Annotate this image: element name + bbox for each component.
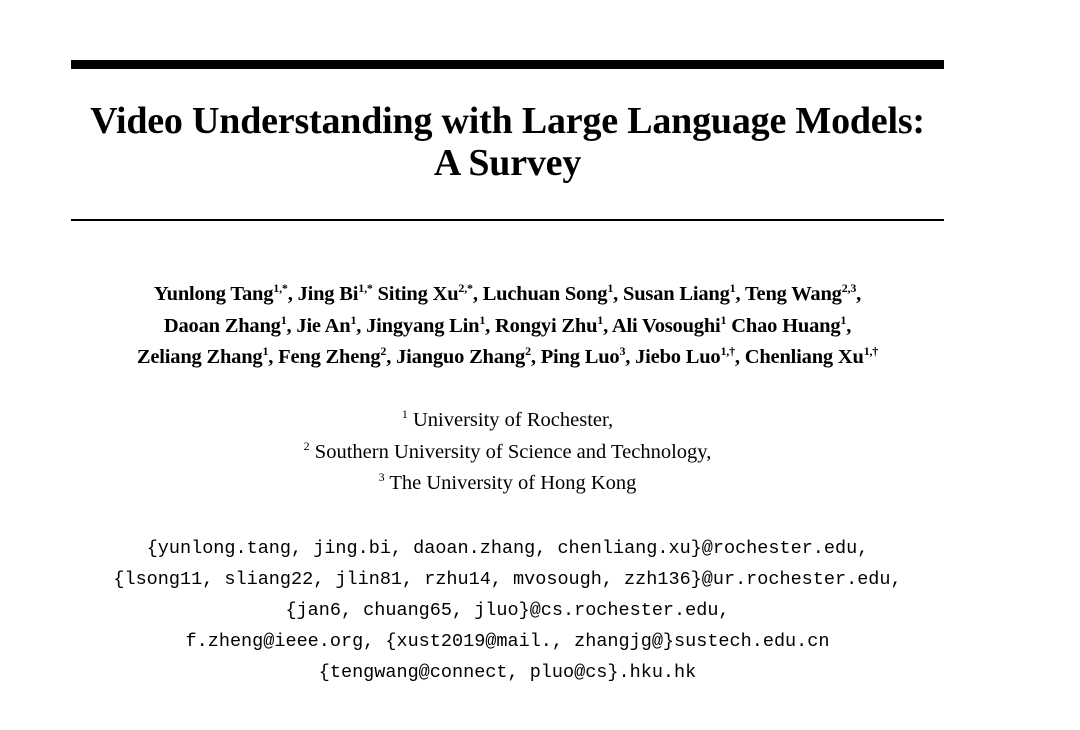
author-name: Teng Wang [744, 283, 842, 305]
email-line: {lsong11, sliang22, jlin81, rzhu14, mvosough, zzh136}@ur.rochester.edu, [113, 569, 902, 590]
affiliation-item [200, 437, 815, 469]
email-line: f.zheng@ieee.org, {xust2019@mail., zhangjg@}sustech.edu.cn [185, 631, 830, 652]
author-affiliation-mark: 1 [479, 312, 486, 327]
author-separator: , [386, 346, 397, 368]
author-separator: , [735, 283, 745, 305]
author-affiliation-mark: 1 [597, 312, 604, 327]
author-name: Rongyi Zhu [495, 314, 598, 337]
author-affiliation-mark: 1 [840, 312, 847, 327]
author-name: Jianguo Zhang [396, 346, 526, 368]
author-affiliation-mark: 2 [525, 344, 531, 358]
paper-title [71, 100, 944, 184]
author-affiliation-mark: 1 [720, 312, 727, 327]
author-line [60, 279, 955, 311]
author-separator: , [613, 283, 624, 305]
bottom-rule [71, 219, 944, 221]
email-line: {yunlong.tang, jing.bi, daoan.zhang, chenliang.xu}@rochester.edu, [146, 538, 869, 559]
affiliation-name: University of Rochester, [412, 409, 614, 431]
author-name: Susan Liang [623, 283, 730, 305]
author-affiliation-mark: 2,* [458, 281, 473, 295]
author-separator: , [856, 283, 862, 305]
author-separator: , [846, 314, 852, 337]
author-separator: , [625, 346, 636, 368]
author-name: Feng Zheng [278, 346, 381, 368]
author-name: Daoan Zhang [163, 314, 281, 337]
author-line [60, 342, 955, 374]
author-separator: , [287, 283, 298, 305]
top-rule [71, 60, 944, 69]
author-name: Ali Vosoughi [611, 314, 721, 337]
author-name: Jingyang Lin [366, 314, 480, 337]
email-list [60, 533, 955, 688]
author-name: Zeliang Zhang [136, 346, 263, 368]
author-line [60, 311, 955, 343]
author-affiliation-mark: 2,3 [841, 281, 857, 295]
affiliation-name: Southern University of Science and Technology, [314, 440, 712, 463]
author-separator: , [356, 314, 367, 337]
author-name: Chenliang Xu [744, 346, 864, 368]
author-affiliation-mark: 3 [619, 344, 626, 358]
title-line-1: Video Understanding with Large Language Models: [90, 100, 925, 142]
author-list [60, 279, 955, 374]
author-affiliation-mark: 1,* [273, 281, 288, 295]
author-affiliation-mark: 1 [280, 312, 287, 327]
title-line-2: A Survey [433, 142, 582, 184]
author-name: Yunlong Tang [153, 283, 274, 305]
author-affiliation-mark: 1 [262, 344, 269, 358]
affiliation-number: 1 [401, 407, 408, 421]
author-name: Jiebo Luo [635, 346, 721, 368]
author-affiliation-mark: 1 [729, 281, 736, 295]
affiliation-item [200, 468, 815, 500]
affiliation-number: 3 [378, 470, 385, 484]
affiliation-list [200, 405, 815, 500]
author-separator: , [286, 314, 297, 337]
author-separator: , [472, 283, 483, 305]
author-separator: , [485, 314, 496, 337]
author-name: Jie An [296, 314, 351, 337]
author-name: Siting Xu [377, 283, 459, 305]
author-affiliation-mark: 1,* [358, 281, 373, 295]
affiliation-item [200, 405, 815, 437]
author-name: Chao Huang [731, 314, 841, 337]
author-affiliation-mark: 1,† [863, 344, 879, 358]
email-line: {tengwang@connect, pluo@cs}.hku.hk [318, 662, 697, 683]
email-line: {jan6, chuang65, jluo}@cs.rochester.edu, [285, 600, 730, 621]
author-affiliation-mark: 1 [607, 281, 614, 295]
author-affiliation-mark: 1,† [720, 344, 735, 358]
author-affiliation-mark: 1 [350, 312, 357, 327]
author-name: Luchuan Song [482, 283, 608, 305]
affiliation-number: 2 [303, 438, 310, 453]
author-name: Jing Bi [297, 283, 359, 305]
author-separator: , [603, 314, 612, 337]
author-separator: , [530, 346, 541, 368]
author-name: Ping Luo [540, 346, 620, 368]
author-affiliation-mark: 2 [380, 344, 387, 358]
author-separator: , [734, 346, 745, 368]
author-separator: , [268, 346, 279, 368]
affiliation-name: The University of Hong Kong [389, 472, 637, 494]
